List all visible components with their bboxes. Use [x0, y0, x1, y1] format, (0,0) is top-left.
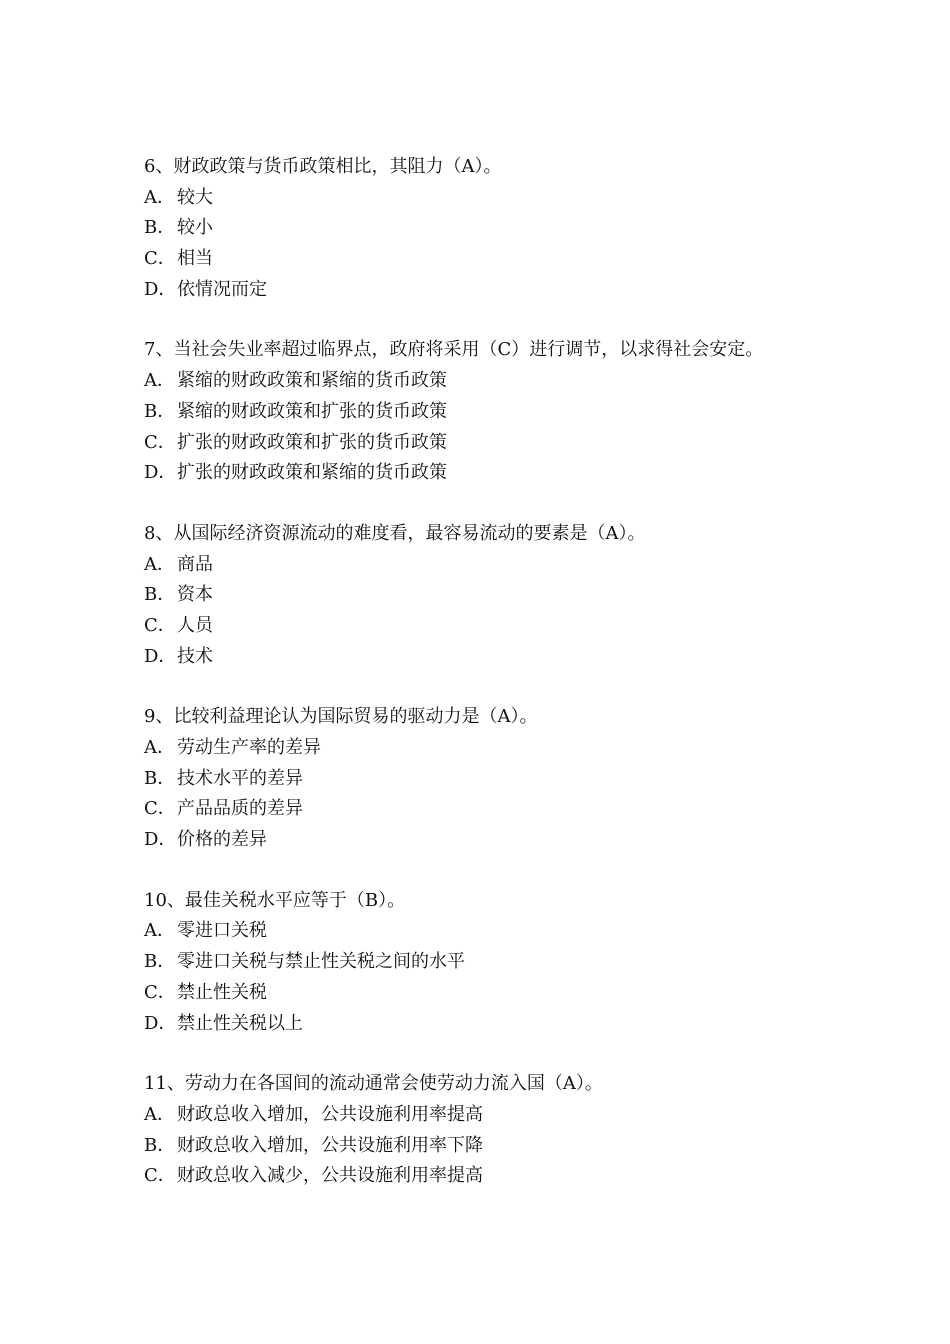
answer-option — [144, 1009, 844, 1040]
option-letter: B． — [144, 217, 176, 239]
option-letter: D． — [144, 829, 177, 851]
question-stem: 6、财政政策与货币政策相比，其阻力（A）。 — [144, 156, 502, 177]
option-letter: A． — [144, 920, 175, 942]
option-text: 较小 — [177, 217, 213, 239]
option-letter: B． — [144, 584, 176, 606]
answer-option — [144, 458, 844, 489]
answer-option — [144, 1161, 844, 1192]
answer-option — [144, 213, 844, 244]
option-letter: C． — [144, 798, 176, 820]
question-stem: 7、当社会失业率超过临界点，政府将采用（C）进行调节，以求得社会安定。 — [144, 339, 764, 361]
option-text: 财政总收入减少，公共设施利用率提高 — [177, 1165, 483, 1187]
question-stem: 10、最佳关税水平应等于（B）。 — [144, 889, 406, 911]
question-block — [144, 886, 844, 1039]
question-stem: 8、从国际经济资源流动的难度看，最容易流动的要素是（A）。 — [144, 522, 646, 544]
option-text: 资本 — [177, 584, 213, 606]
option-letter: D． — [144, 1012, 177, 1034]
answer-option — [144, 764, 844, 795]
option-text: 商品 — [177, 553, 213, 575]
answer-option — [144, 580, 844, 611]
option-letter: A． — [144, 1103, 175, 1125]
question-block — [144, 152, 844, 305]
option-letter: A． — [144, 553, 175, 575]
answer-option — [144, 1131, 844, 1162]
option-text: 人员 — [177, 614, 213, 636]
answer-option — [144, 1100, 844, 1131]
option-text: 紧缩的财政政策和扩张的货币政策 — [177, 400, 447, 422]
option-letter: B． — [144, 1134, 176, 1156]
option-letter: B． — [144, 767, 176, 789]
option-letter: C． — [144, 248, 176, 270]
question-block — [144, 1069, 844, 1192]
option-text: 紧缩的财政政策和紧缩的货币政策 — [177, 370, 447, 392]
option-letter: C． — [144, 1165, 176, 1187]
answer-option — [144, 978, 844, 1009]
option-letter: A． — [144, 370, 175, 392]
option-letter: B． — [144, 951, 176, 973]
answer-option — [144, 428, 844, 459]
question-block — [144, 519, 844, 672]
answer-option — [144, 366, 844, 397]
answer-option — [144, 825, 844, 856]
answer-option — [144, 275, 844, 306]
answer-option — [144, 397, 844, 428]
option-text: 技术水平的差异 — [177, 767, 303, 789]
option-letter: D． — [144, 645, 177, 667]
option-text: 零进口关税 — [177, 920, 267, 942]
option-text: 禁止性关税 — [177, 981, 267, 1003]
answer-option — [144, 611, 844, 642]
option-letter: D． — [144, 462, 177, 484]
option-letter: C． — [144, 981, 176, 1003]
answer-option — [144, 733, 844, 764]
answer-option — [144, 794, 844, 825]
option-letter: C． — [144, 431, 176, 453]
answer-option — [144, 947, 844, 978]
option-text: 零进口关税与禁止性关税之间的水平 — [177, 951, 465, 973]
option-text: 价格的差异 — [177, 829, 267, 851]
option-text: 财政总收入增加，公共设施利用率提高 — [177, 1103, 483, 1125]
question-block — [144, 335, 844, 488]
option-text: 禁止性关税以上 — [177, 1012, 303, 1034]
option-text: 劳动生产率的差异 — [177, 737, 321, 758]
option-text: 扩张的财政政策和扩张的货币政策 — [177, 431, 447, 453]
answer-option — [144, 916, 844, 947]
option-text: 较大 — [177, 186, 213, 208]
option-letter: D． — [144, 278, 177, 300]
option-text: 技术 — [177, 645, 213, 667]
question-stem: 11、劳动力在各国间的流动通常会使劳动力流入国（A）。 — [144, 1073, 603, 1095]
option-letter: B． — [144, 400, 176, 422]
answer-option — [144, 642, 844, 673]
option-text: 产品品质的差异 — [177, 798, 303, 820]
question-stem: 9、比较利益理论认为国际贸易的驱动力是（A）。 — [144, 706, 538, 728]
question-block — [144, 702, 844, 855]
answer-option — [144, 550, 844, 581]
option-text: 相当 — [177, 248, 213, 270]
option-text: 依情况而定 — [177, 278, 267, 300]
option-text: 财政总收入增加，公共设施利用率下降 — [177, 1134, 483, 1156]
answer-option — [144, 183, 844, 214]
answer-option — [144, 244, 844, 275]
option-letter: A． — [144, 186, 175, 208]
option-text: 扩张的财政政策和紧缩的货币政策 — [177, 462, 447, 484]
option-letter: A． — [144, 737, 175, 758]
option-letter: C． — [144, 614, 176, 636]
question-list — [144, 152, 844, 1222]
